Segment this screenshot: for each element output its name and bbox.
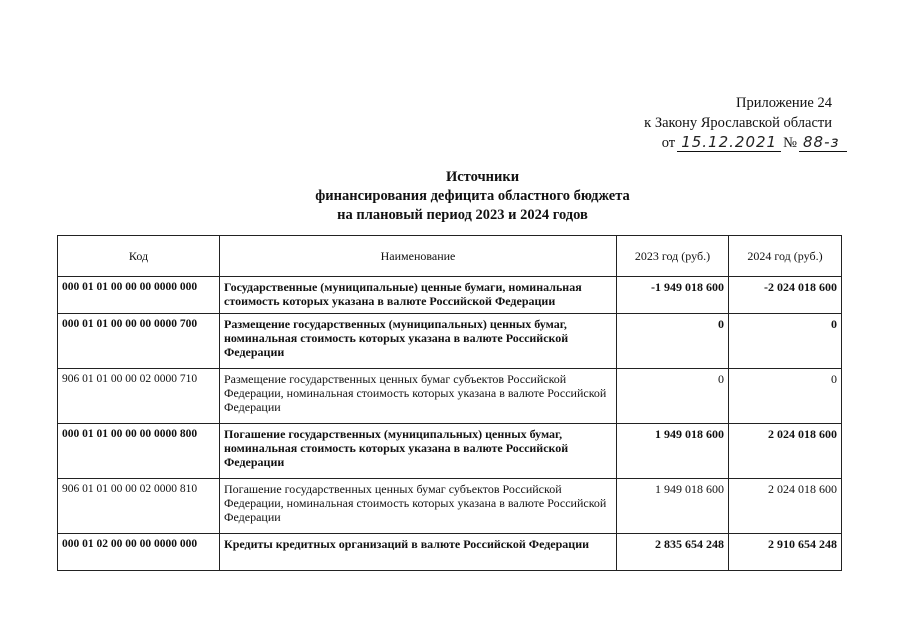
row-name: Погашение государственных (муниципальных) ценных бумаг, номинальная стоимость которых указана в валюте Российской Федерации	[220, 424, 617, 479]
table-row	[58, 277, 842, 314]
row-code: 000 01 01 00 00 00 0000 700	[58, 314, 220, 369]
row-2023-amount: 0	[617, 314, 729, 369]
row-2024-amount: -2 024 018 600	[729, 277, 842, 314]
row-name: Размещение государственных (муниципальных) ценных бумаг, номинальная стоимость которых указана в валюте Российской Федерации	[220, 314, 617, 369]
table-header-row	[58, 236, 842, 277]
row-2023-amount: -1 949 018 600	[617, 277, 729, 314]
row-code: 000 01 01 00 00 00 0000 000	[58, 277, 220, 314]
row-2023-amount: 1 949 018 600	[617, 479, 729, 534]
appendix-number: Приложение 24	[736, 95, 832, 111]
row-2024-amount: 0	[729, 369, 842, 424]
document-title	[0, 168, 905, 225]
handwritten-number: 88-з	[799, 133, 847, 152]
row-code: 000 01 01 00 00 00 0000 800	[58, 424, 220, 479]
number-label: №	[783, 135, 797, 151]
row-name: Погашение государственных ценных бумаг субъектов Российской Федерации, номинальная стоимость которых указана в валюте Российской Федерации	[220, 479, 617, 534]
header-name: Наименование	[220, 236, 617, 277]
appendix-header	[644, 93, 832, 133]
header-code: Код	[58, 236, 220, 277]
title-line-1: Источники	[445, 169, 520, 185]
row-2023-amount: 1 949 018 600	[617, 424, 729, 479]
title-line-2: финансирования дефицита областного бюджета	[315, 188, 630, 204]
row-2024-amount: 2 024 018 600	[729, 479, 842, 534]
table-row	[58, 534, 842, 571]
table-row	[58, 424, 842, 479]
row-name: Кредиты кредитных организаций в валюте Российской Федерации	[220, 534, 617, 571]
row-name: Размещение государственных ценных бумаг субъектов Российской Федерации, номинальная стоимость которых указана в валюте Российской Федерации	[220, 369, 617, 424]
row-2023-amount: 0	[617, 369, 729, 424]
appendix-law-reference: к Закону Ярославской области	[644, 115, 832, 131]
from-label: от	[661, 135, 676, 151]
row-2024-amount: 0	[729, 314, 842, 369]
row-name: Государственные (муниципальные) ценные бумаги, номинальная стоимость которых указана в валюте Российской Федерации	[220, 277, 617, 314]
row-2023-amount: 2 835 654 248	[617, 534, 729, 571]
row-code: 000 01 02 00 00 00 0000 000	[58, 534, 220, 571]
header-2023: 2023 год (руб.)	[617, 236, 729, 277]
row-code: 906 01 01 00 00 02 0000 710	[58, 369, 220, 424]
law-date-number	[662, 133, 847, 152]
table-row	[58, 479, 842, 534]
handwritten-date: 15.12.2021	[677, 133, 781, 152]
header-2024: 2024 год (руб.)	[729, 236, 842, 277]
table-row	[58, 314, 842, 369]
row-2024-amount: 2 910 654 248	[729, 534, 842, 571]
row-2024-amount: 2 024 018 600	[729, 424, 842, 479]
table-row	[58, 369, 842, 424]
financing-sources-table	[57, 235, 842, 571]
title-line-3: на плановый период 2023 и 2024 годов	[337, 207, 588, 223]
row-code: 906 01 01 00 00 02 0000 810	[58, 479, 220, 534]
